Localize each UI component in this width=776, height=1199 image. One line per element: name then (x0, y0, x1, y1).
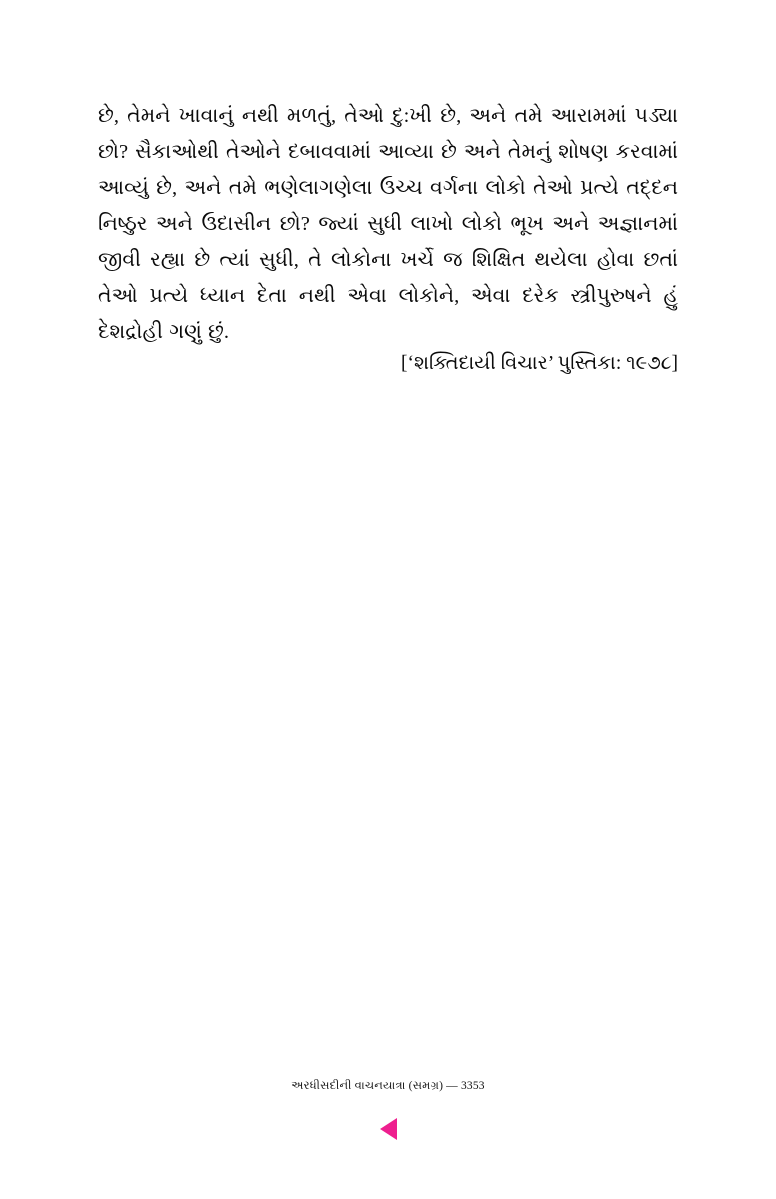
body-paragraph: છે, તેમને ખાવાનું નથી મળતું, તેઓ દુ:ખી છે, અને તમે આરામમાં પડ્યા છો? સૈકાઓથી તેઓને દબાવવામાં આવ્યા છે અને તેમનું શોષણ કરવામાં આવ્યું છે, અને તમે ભણેલાગણેલા ઉચ્ચ વર્ગના લોકો તેઓ પ્રત્યે તદ્દન નિષ્ઠુર અને ઉદાસીન છો? જ્યાં સુધી લાખો લોકો ભૂખ અને અજ્ઞાનમાં જીવી રહ્યા છે ત્યાં સુધી, તે લોકોના ખર્ચે જ શિક્ષિત થયેલા હોવા છતાં તેઓ પ્રત્યે ધ્યાન દેતા નથી એવા લોકોને, એવા દરેક સ્ત્રીપુરુષને હું દેશદ્રોહી ગણું છું. (98, 105, 678, 343)
page-footer: અરધીસદીની વાચનયાત્રા (સમગ્ર) — 3353 (291, 1080, 485, 1092)
previous-page-arrow-icon[interactable] (380, 1118, 397, 1140)
page-navigation[interactable] (0, 1118, 776, 1140)
source-attribution: [‘શક્તિદાયી વિચાર’ પુસ્તિકા: ૧૯૭૮] (400, 353, 678, 374)
